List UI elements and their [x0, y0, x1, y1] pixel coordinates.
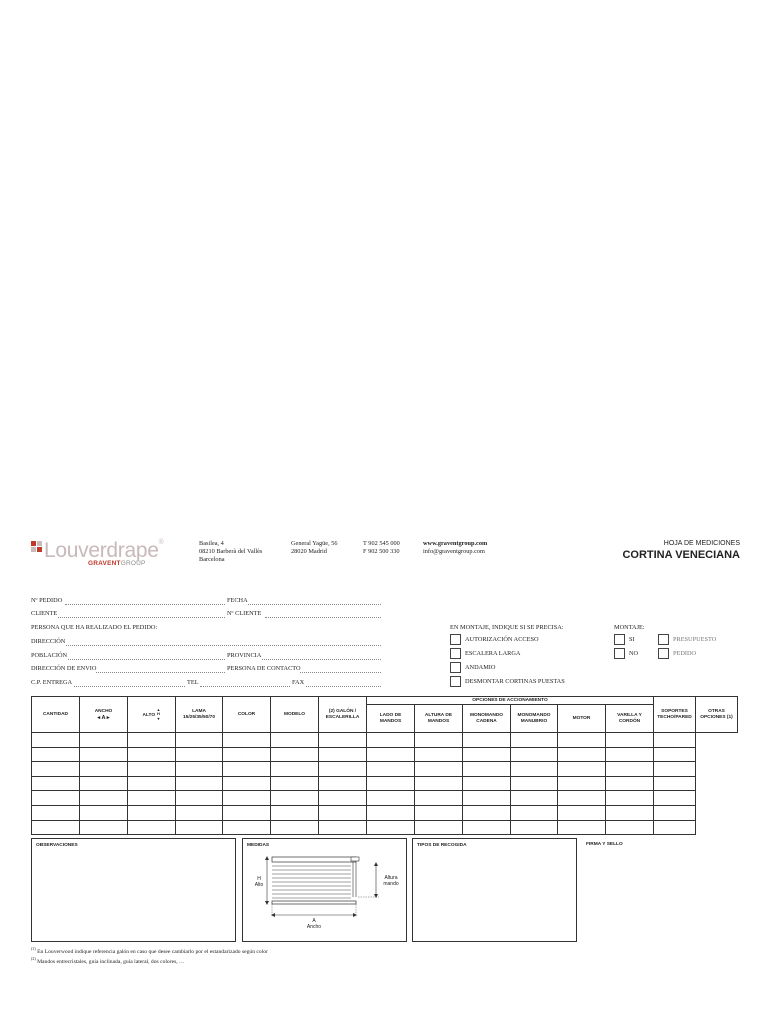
- table-cell[interactable]: [80, 791, 128, 806]
- table-row: [32, 733, 738, 748]
- table-cell[interactable]: [558, 733, 606, 748]
- table-row: [32, 762, 738, 777]
- table-cell[interactable]: [511, 762, 558, 777]
- table-cell[interactable]: [80, 762, 128, 777]
- observaciones-title: OBSERVACIONES: [36, 843, 78, 848]
- table-cell[interactable]: [606, 776, 654, 791]
- no-cliente-field[interactable]: [265, 610, 381, 618]
- table-cell[interactable]: [271, 747, 319, 762]
- col-altura-mandos: ALTURA DE MANDOS: [415, 705, 463, 733]
- table-cell[interactable]: [558, 747, 606, 762]
- table-cell[interactable]: [80, 805, 128, 820]
- table-cell[interactable]: [80, 820, 128, 835]
- table-cell[interactable]: [271, 791, 319, 806]
- table-cell[interactable]: [654, 805, 696, 820]
- opciones-accionamiento-header: OPCIONES DE ACCIONAMIENTO: [367, 697, 654, 705]
- table-cell[interactable]: [415, 805, 463, 820]
- table-cell[interactable]: [319, 791, 367, 806]
- table-cell[interactable]: [223, 820, 271, 835]
- table-cell[interactable]: [223, 747, 271, 762]
- dir-envio-field[interactable]: [96, 665, 225, 673]
- si-label: SI: [629, 636, 635, 643]
- footnote-2: $^{(2)}$ Mandos entrecristales, guía inclinada, guía lateral, dos colores, …: [31, 956, 185, 965]
- table-cell[interactable]: [319, 805, 367, 820]
- document-subtitle: HOJA DE MEDICIONES: [663, 540, 740, 547]
- table-cell[interactable]: [463, 762, 511, 777]
- no-label: NO: [629, 650, 639, 657]
- pedido-label: Nº PEDIDO: [31, 597, 63, 604]
- provincia-field[interactable]: [262, 652, 381, 660]
- table-cell[interactable]: [176, 805, 223, 820]
- col-alto: ALTO ▴ H ▾: [128, 697, 176, 733]
- table-cell[interactable]: [32, 762, 80, 777]
- col-galon: (2) GALÓN / ESCALERILLA: [319, 697, 367, 733]
- table-cell[interactable]: [223, 733, 271, 748]
- table-cell[interactable]: [654, 820, 696, 835]
- si-checkbox[interactable]: [614, 634, 625, 645]
- escalera-label: ESCALERA LARGA: [465, 650, 521, 657]
- table-cell[interactable]: [32, 776, 80, 791]
- table-cell[interactable]: [32, 791, 80, 806]
- persona-label: PERSONA QUE HA REALIZADO EL PEDIDO:: [31, 624, 158, 631]
- table-cell[interactable]: [558, 820, 606, 835]
- col-modelo: MODELO: [271, 697, 319, 733]
- table-row: [32, 805, 738, 820]
- table-cell[interactable]: [128, 747, 176, 762]
- table-cell[interactable]: [606, 820, 654, 835]
- table-cell[interactable]: [80, 733, 128, 748]
- cp-field[interactable]: [74, 679, 185, 687]
- col-lama: LAMA 15/25/35/50/70: [176, 697, 223, 733]
- table-cell[interactable]: [176, 820, 223, 835]
- col-monomando-manubrio: MONOMANDO MANUBRIO: [511, 705, 558, 733]
- logo-mark: [31, 541, 44, 554]
- table-cell[interactable]: [415, 776, 463, 791]
- andamio-label: ANDAMIO: [465, 664, 496, 671]
- table-cell[interactable]: [176, 747, 223, 762]
- table-cell[interactable]: [654, 733, 696, 748]
- table-cell[interactable]: [128, 776, 176, 791]
- contacto-label: PERSONA DE CONTACTO: [227, 665, 301, 672]
- table-cell[interactable]: [319, 733, 367, 748]
- table-cell[interactable]: [463, 820, 511, 835]
- dir-envio-label: DIRECCIÓN DE ENVIO: [31, 665, 97, 672]
- table-cell[interactable]: [80, 776, 128, 791]
- table-cell[interactable]: [367, 820, 415, 835]
- table-cell[interactable]: [654, 776, 696, 791]
- table-cell[interactable]: [415, 791, 463, 806]
- tipos-recogida-panel[interactable]: [412, 838, 577, 942]
- table-cell[interactable]: [128, 820, 176, 835]
- cliente-label: CLIENTE: [31, 610, 58, 617]
- table-cell[interactable]: [463, 733, 511, 748]
- table-cell[interactable]: [271, 820, 319, 835]
- logo-wordmark: Louverdrape®: [44, 539, 164, 562]
- table-cell[interactable]: [271, 733, 319, 748]
- table-row: [32, 747, 738, 762]
- table-cell[interactable]: [606, 805, 654, 820]
- table-cell[interactable]: [271, 805, 319, 820]
- tel-field[interactable]: [200, 679, 290, 687]
- diagram-a-label: A Ancho: [306, 918, 322, 930]
- fecha-label: FECHA: [227, 597, 248, 604]
- escalera-checkbox[interactable]: [450, 648, 461, 659]
- table-cell[interactable]: [176, 762, 223, 777]
- table-cell[interactable]: [511, 776, 558, 791]
- montaje-options-heading: EN MONTAJE, INDIQUE SI SE PRECISA:: [450, 624, 564, 631]
- col-motor: MOTOR: [558, 705, 606, 733]
- table-cell[interactable]: [223, 791, 271, 806]
- table-cell[interactable]: [367, 733, 415, 748]
- poblacion-field[interactable]: [68, 652, 225, 660]
- col-otras: OTRAS OPCIONES (1): [696, 697, 738, 733]
- table-cell[interactable]: [367, 791, 415, 806]
- diagram-altura-label: Altura mando: [383, 875, 399, 887]
- presupuesto-label: PRESUPUESTO: [673, 636, 717, 643]
- table-cell[interactable]: [128, 733, 176, 748]
- col-monomando-cadena: MONOMANDO CADENA: [463, 705, 511, 733]
- table-cell[interactable]: [415, 733, 463, 748]
- table-cell[interactable]: [606, 762, 654, 777]
- table-cell[interactable]: [319, 820, 367, 835]
- table-cell[interactable]: [271, 776, 319, 791]
- autorizacion-label: AUTORIZACIÓN ACCESO: [465, 636, 539, 643]
- table-cell[interactable]: [128, 762, 176, 777]
- table-cell[interactable]: [511, 805, 558, 820]
- pedido-option-label: PEDIDO: [673, 650, 697, 657]
- col-cantidad: CANTIDAD: [32, 697, 80, 733]
- firma-sello-label: FIRMA Y SELLO: [586, 842, 623, 847]
- table-cell[interactable]: [367, 762, 415, 777]
- pedido-checkbox[interactable]: [658, 648, 669, 659]
- phone-numbers: T 902 545 000 F 902 500 330: [363, 540, 400, 556]
- table-cell[interactable]: [319, 747, 367, 762]
- table-cell[interactable]: [271, 762, 319, 777]
- table-cell[interactable]: [558, 791, 606, 806]
- website-link[interactable]: www.graventgroup.com: [423, 540, 488, 547]
- table-cell[interactable]: [176, 776, 223, 791]
- table-cell[interactable]: [415, 762, 463, 777]
- measurements-table: [31, 696, 738, 835]
- autorizacion-checkbox[interactable]: [450, 634, 461, 645]
- col-soportes: SOPORTES TECHO/PARED: [654, 697, 696, 733]
- medidas-title: MEDIDAS: [247, 843, 270, 848]
- pedido-field[interactable]: [65, 597, 225, 605]
- fax-field[interactable]: [306, 679, 381, 687]
- table-cell[interactable]: [32, 820, 80, 835]
- table-cell[interactable]: [176, 791, 223, 806]
- presupuesto-checkbox[interactable]: [658, 634, 669, 645]
- andamio-checkbox[interactable]: [450, 662, 461, 673]
- table-cell[interactable]: [511, 733, 558, 748]
- table-cell[interactable]: [32, 733, 80, 748]
- table-cell[interactable]: [415, 820, 463, 835]
- table-cell[interactable]: [606, 791, 654, 806]
- contacto-field[interactable]: [300, 665, 381, 673]
- table-cell[interactable]: [511, 747, 558, 762]
- table-cell[interactable]: [319, 776, 367, 791]
- table-cell[interactable]: [367, 747, 415, 762]
- table-cell[interactable]: [463, 791, 511, 806]
- table-cell[interactable]: [319, 762, 367, 777]
- provincia-label: PROVINCIA: [227, 652, 262, 659]
- email-link[interactable]: info@graventgroup.com: [423, 548, 485, 556]
- cliente-field[interactable]: [58, 610, 225, 618]
- table-row: [32, 820, 738, 835]
- table-cell[interactable]: [367, 776, 415, 791]
- table-cell[interactable]: [463, 747, 511, 762]
- address-madrid: General Yagüe, 56 28020 Madrid: [291, 540, 338, 556]
- direccion-label: DIRECCIÓN: [31, 638, 66, 645]
- table-cell[interactable]: [511, 791, 558, 806]
- table-cell[interactable]: [80, 747, 128, 762]
- observaciones-panel[interactable]: [31, 838, 236, 942]
- montaje-heading: MONTAJE:: [614, 624, 645, 631]
- table-row: [32, 791, 738, 806]
- table-cell[interactable]: [176, 733, 223, 748]
- web-contact: [423, 540, 487, 556]
- document-title: CORTINA VENECIANA: [622, 549, 740, 561]
- group-logo: GRAVENTGROUP: [88, 560, 146, 567]
- tipos-recogida-title: TIPOS DE RECOGIDA: [417, 843, 467, 848]
- table-cell[interactable]: [654, 747, 696, 762]
- table-cell[interactable]: [367, 805, 415, 820]
- col-color: COLOR: [223, 697, 271, 733]
- footnote-1: $^{(1)}$ En Louverwood indique referencia galón en caso que desee cambiarlo por el estandarizado según color: [31, 946, 268, 955]
- medidas-panel: [242, 838, 407, 942]
- table-cell[interactable]: [128, 805, 176, 820]
- fecha-field[interactable]: [248, 597, 381, 605]
- table-cell[interactable]: [654, 791, 696, 806]
- diagram-h-label: H Alto: [254, 876, 264, 888]
- table-cell[interactable]: [223, 776, 271, 791]
- desmontar-checkbox[interactable]: [450, 676, 461, 687]
- address-barcelona: Basilea, 4 08210 Barberà del Vallès Barcelona: [199, 540, 263, 564]
- table-cell[interactable]: [558, 762, 606, 777]
- table-cell[interactable]: [463, 776, 511, 791]
- col-varilla-cordon: VARILLA Y CORDÓN: [606, 705, 654, 733]
- table-cell[interactable]: [654, 762, 696, 777]
- table-cell[interactable]: [606, 747, 654, 762]
- desmontar-label: DESMONTAR CORTINAS PUESTAS: [465, 678, 565, 685]
- tel-label: TEL: [187, 679, 199, 686]
- col-ancho: ANCHO ◂ A ▸: [80, 697, 128, 733]
- cp-label: C.P. ENTREGA: [31, 679, 73, 686]
- table-cell[interactable]: [223, 805, 271, 820]
- col-lado-mandos: LADO DE MANDOS: [367, 705, 415, 733]
- table-cell[interactable]: [128, 791, 176, 806]
- table-cell[interactable]: [558, 776, 606, 791]
- fax-label: FAX: [292, 679, 305, 686]
- table-row: [32, 776, 738, 791]
- no-checkbox[interactable]: [614, 648, 625, 659]
- table-cell[interactable]: [558, 805, 606, 820]
- table-cell[interactable]: [415, 747, 463, 762]
- direccion-field[interactable]: [66, 638, 381, 646]
- table-cell[interactable]: [511, 820, 558, 835]
- poblacion-label: POBLACIÓN: [31, 652, 68, 659]
- table-cell[interactable]: [32, 747, 80, 762]
- table-cell[interactable]: [606, 733, 654, 748]
- table-cell[interactable]: [223, 762, 271, 777]
- table-cell[interactable]: [32, 805, 80, 820]
- table-cell[interactable]: [463, 805, 511, 820]
- no-cliente-label: Nº CLIENTE: [227, 610, 262, 617]
